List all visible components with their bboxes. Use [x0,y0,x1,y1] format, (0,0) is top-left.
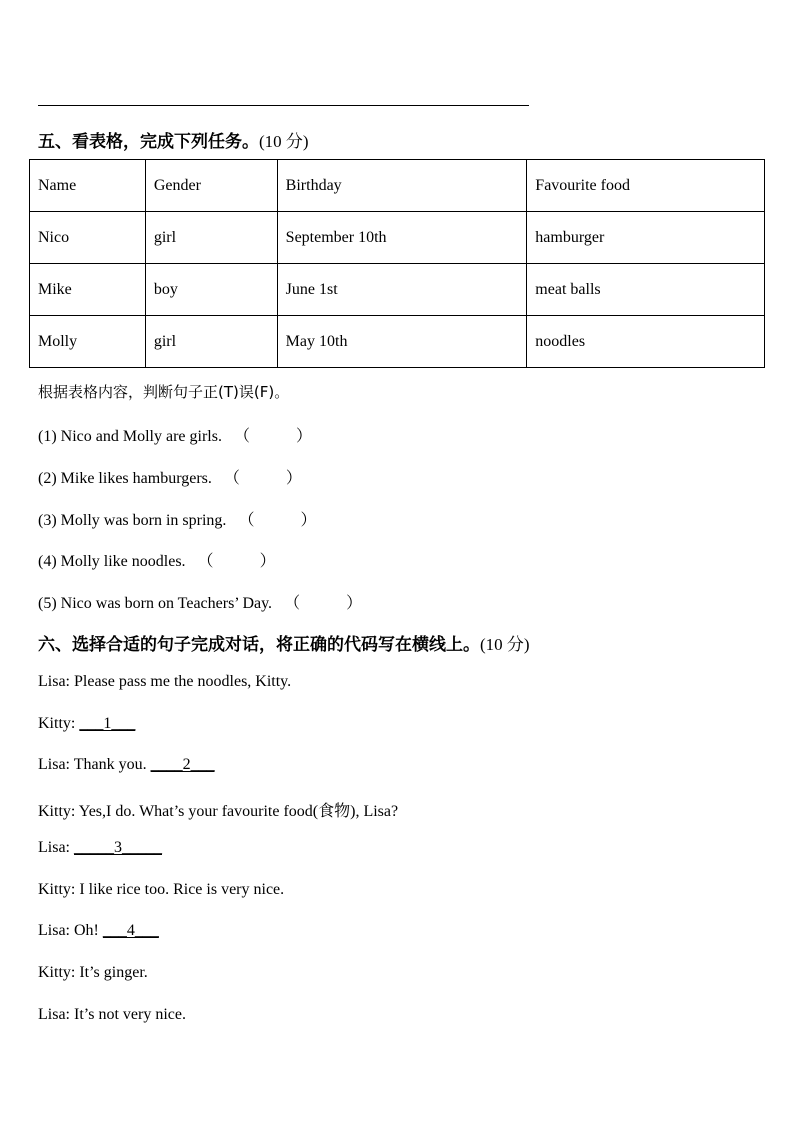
dialogue-text: Lisa: Thank you. [38,756,151,773]
section5-title: 五、看表格，完成下列任务。 [38,132,259,152]
cell-gender: boy [145,264,277,316]
cell-name: Mike [30,264,146,316]
answer-paren-open: （ [197,551,214,570]
cell-food: meat balls [527,264,765,316]
cell-gender: girl [145,316,277,368]
answer-paren-open: （ [284,593,301,612]
dialogue-text: Kitty: I like rice too. Rice is very nice. [38,881,285,898]
cell-birthday: September 10th [277,212,527,264]
question-text: (2) Mike likes hamburgers. [38,470,212,487]
dialogue-line [38,839,162,857]
dialogue-line [38,673,291,691]
question-4 [38,548,276,571]
answer-paren-open: （ [223,468,240,487]
cell-food: noodles [527,316,765,368]
question-5 [38,590,362,613]
question-text: (4) Molly like noodles. [38,553,186,570]
dialogue-line [38,756,215,774]
table-header-row [30,160,765,212]
table-row [30,316,765,368]
dialogue-text: Lisa: Oh! [38,922,103,939]
table-row [30,264,765,316]
answer-paren-open: （ [233,426,250,445]
dialogue-line [38,1006,186,1024]
cell-name: Nico [30,212,146,264]
answer-paren-close: ） [346,593,363,612]
section5-instruction: 根据表格内容，判断句子正(T)误(F)。 [38,383,290,401]
dialogue-text: Lisa: Please pass me the noodles, Kitty. [38,673,292,690]
question-1 [38,423,312,446]
info-table [29,159,765,368]
table-row [30,212,765,264]
dialogue-line [38,715,135,733]
header-birthday: Birthday [277,160,527,212]
dialogue-line [38,964,148,982]
question-2 [38,465,302,488]
answer-paren-close: ） [295,426,312,445]
section5-heading [38,127,309,152]
answer-paren-close: ） [285,468,302,487]
section6-title: 六、选择合适的句子完成对话，将正确的代码写在横线上。 [38,635,480,655]
answer-blank-3[interactable]: _____3_____ [74,839,162,856]
section6-score: (10 分) [480,635,530,654]
question-text: (5) Nico was born on Teachers’ Day. [38,595,273,612]
cell-gender: girl [145,212,277,264]
answer-blank-2[interactable]: ____2___ [150,756,215,773]
question-text: (1) Nico and Molly are girls. [38,428,222,445]
dialogue-text: Kitty: Yes,I do. What’s your favourite food(食物), Lisa? [38,803,399,820]
cell-name: Molly [30,316,146,368]
dialogue-line [38,798,398,821]
dialogue-line [38,881,284,899]
answer-blank-4[interactable]: ___4___ [102,922,159,939]
question-text: (3) Molly was born in spring. [38,512,227,529]
dialogue-text: Kitty: [38,715,80,732]
dialogue-text: Lisa: It’s not very nice. [38,1006,186,1023]
section6-heading [38,630,530,655]
question-3 [38,507,316,530]
cell-food: hamburger [527,212,765,264]
cell-birthday: June 1st [277,264,527,316]
answer-paren-close: ） [300,510,317,529]
top-rule [38,105,529,106]
answer-paren-close: ） [259,551,276,570]
cell-birthday: May 10th [277,316,527,368]
header-favourite-food: Favourite food [527,160,765,212]
dialogue-line [38,922,159,940]
header-gender: Gender [145,160,277,212]
answer-paren-open: （ [238,510,255,529]
header-name: Name [30,160,146,212]
dialogue-text: Kitty: It’s ginger. [38,964,148,981]
section5-score: (10 分) [259,132,309,151]
answer-blank-1[interactable]: ___1___ [79,715,136,732]
dialogue-text: Lisa: [38,839,74,856]
